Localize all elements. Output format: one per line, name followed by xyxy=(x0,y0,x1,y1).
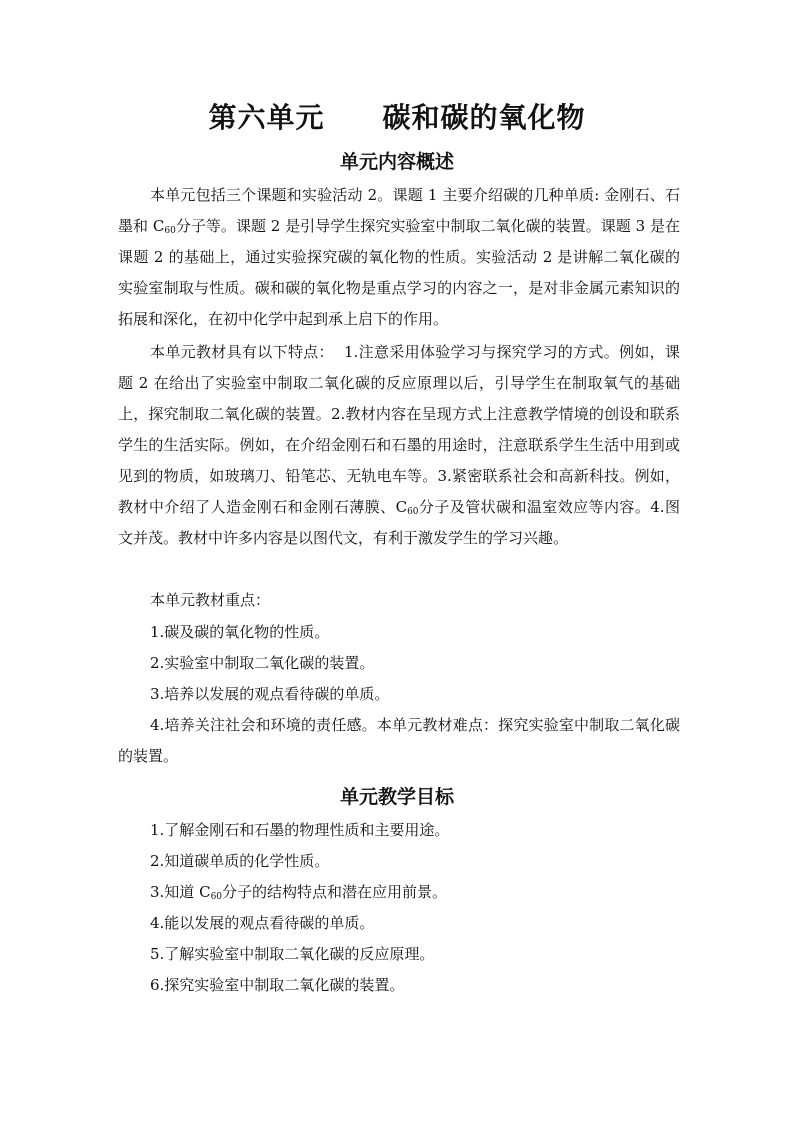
goal-item-5: 5.了解实验室中制取二氧化碳的反应原理。 xyxy=(150,945,435,963)
overview-paragraph-2-text-a: 本单元教材具有以下特点： 1.注意采用体验学习与探究学习的方式。例如，课题 2 在给出了实验室中制取二氧化碳的反应原理以后，引导学生在制取氧气的基础上，探究制取二氧化碳的装置。2.教材内容在呈现方式上注意教学情境的创设和联系学生的生活实际。例如，在介绍金刚石和石墨的用途时，注意联系学生生活中用到或见到的物质，如玻璃刀、铅笔芯、无轨电车等。3.紧密联系社会和高新科技。例如，教材中介绍了人造金刚石和金刚石薄膜、C xyxy=(118,343,680,516)
overview-paragraph-2-text-b: 分子及管状碳和温室效应等内容。4.图文并茂。教材中许多内容是以图代文，有利于激发学生的学习兴趣。 xyxy=(118,498,680,547)
c60-subscript: 60 xyxy=(407,507,419,517)
overview-paragraph-2 xyxy=(118,337,680,554)
goal-item-1: 1.了解金刚石和石墨的物理性质和主要用途。 xyxy=(150,821,450,839)
c60-subscript: 60 xyxy=(164,226,176,236)
goal-item-2: 2.知道碳单质的化学性质。 xyxy=(150,852,330,870)
overview-paragraph-1-text-b: 分子等。课题 2 是引导学生探究实验室中制取二氧化碳的装置。课题 3 是在课题 2 的基础上，通过实验探究碳的氧化物的性质。实验活动 2 是讲解二氧化碳的实验室制取与性质。碳和碳的氧化物是重点学习的内容之一，是对非金属元素知识的拓展和深化，在初中化学中起到承上启下的作用。 xyxy=(118,217,680,328)
focus-intro: 本单元教材重点： xyxy=(150,591,271,609)
c60-subscript: 60 xyxy=(210,892,223,902)
overview-heading: 单元内容概述 xyxy=(339,151,454,173)
focus-item-3: 3.培养以发展的观点看待碳的单质。 xyxy=(150,685,390,703)
goal-item-3-text-a: 3.知道 C xyxy=(150,883,211,901)
goal-item-6: 6.探究实验室中制取二氧化碳的装置。 xyxy=(150,976,405,994)
focus-item-2: 2.实验室中制取二氧化碳的装置。 xyxy=(150,654,375,672)
goal-item-3 xyxy=(150,877,690,908)
overview-paragraph-1 xyxy=(118,180,680,335)
goal-item-3-text-b: 分子的结构特点和潜在应用前景。 xyxy=(222,883,448,901)
unit-title: 第六单元 碳和碳的氧化物 xyxy=(208,101,586,134)
overview-paragraph-1-text-a: 本单元包括三个课题和实验活动 2。课题 1 主要介绍碳的几种单质: 金刚石、石墨和 C xyxy=(118,186,680,235)
focus-item-4: 4.培养关注社会和环境的责任感。本单元教材难点：探究实验室中制取二氧化碳的装置。 xyxy=(118,716,680,765)
focus-item-1: 1.碳及碳的氧化物的性质。 xyxy=(150,623,330,641)
goals-heading: 单元教学目标 xyxy=(339,786,454,808)
goal-item-4: 4.能以发展的观点看待碳的单质。 xyxy=(150,914,375,932)
